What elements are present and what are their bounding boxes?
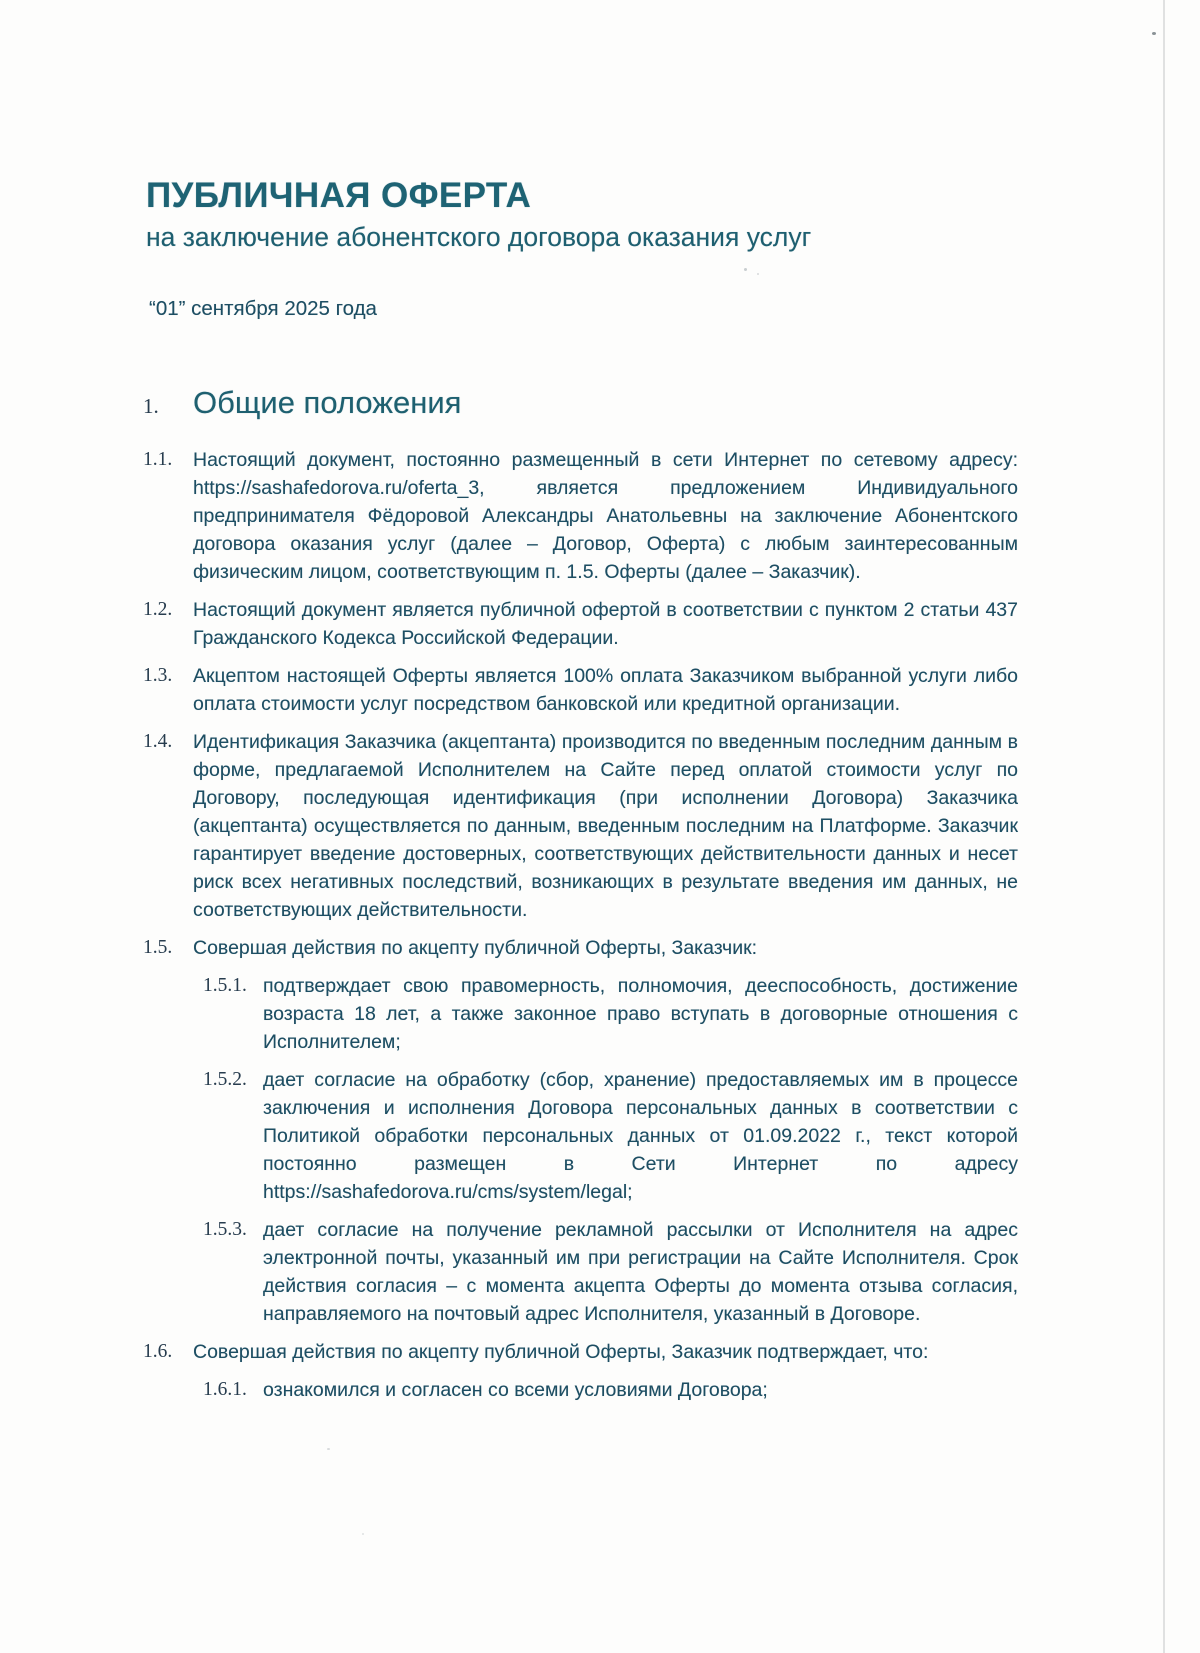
- clause-number: 1.6.: [143, 1341, 173, 1362]
- clause-1-5-3: [203, 1216, 1018, 1328]
- clause-text: дает согласие на получение рекламной рассылки от Исполнителя на адрес электронной почты, указанный им при регистрации на Сайте Исполнителя. Срок действия согласия – с момента акцепта Оферты до момента отзыва согласия, направляемого на почтовый адрес Исполнителя, указанный в Договоре.: [263, 1219, 1018, 1325]
- document-subtitle: на заключение абонентского договора оказания услуг: [146, 222, 812, 252]
- clause-number: 1.1.: [143, 449, 173, 470]
- clause-1-5: [143, 934, 1018, 1328]
- clause-1-4: [143, 728, 1018, 924]
- clause-number: 1.5.3.: [203, 1219, 247, 1240]
- clause-1-6-1: [203, 1376, 1018, 1404]
- clause-text: подтверждает свою правомерность, полномочия, дееспособность, достижение возраста 18 лет, а также законное право вступать в договорные отношения с Исполнителем;: [263, 975, 1018, 1053]
- clause-number: 1.5.1.: [203, 975, 247, 996]
- clause-number: 1.5.2.: [203, 1069, 247, 1090]
- clause-text: Совершая действия по акцепту публичной Оферты, Заказчик:: [193, 937, 758, 959]
- scan-speck: [362, 1533, 364, 1535]
- clause-number: 1.2.: [143, 599, 173, 620]
- scan-speck: [757, 273, 759, 275]
- clause-text: Акцептом настоящей Оферты является 100% оплата Заказчиком выбранной услуги либо оплата стоимости услуг посредством банковской или кредитной организации.: [193, 665, 1018, 715]
- scan-speck: [744, 268, 747, 271]
- clause-text: дает согласие на обработку (сбор, хранение) предоставляемых им в процессе заключения и исполнения Договора персональных данных в соответствии с Политикой обработки персональных данных от 01.09.2022 г., текст которой постоянно размещен в Сети Интернет по адресу https://sashafedorova.ru/cms/system/legal;: [263, 1069, 1018, 1203]
- clause-1-5-2: [203, 1066, 1018, 1206]
- clause-1-5-1: [203, 972, 1018, 1056]
- clause-text: Настоящий документ является публичной офертой в соответствии с пунктом 2 статьи 437 Гражданского Кодекса Российской Федерации.: [193, 599, 1018, 649]
- section-heading: Общие положения: [193, 385, 462, 420]
- clause-number: 1.4.: [143, 731, 173, 752]
- document-date: “01” сентября 2025 года: [149, 297, 377, 320]
- scan-speck: [1152, 32, 1156, 35]
- document-title: ПУБЛИЧНАЯ ОФЕРТА: [146, 176, 532, 215]
- clause-text: Настоящий документ, постоянно размещенный в сети Интернет по сетевому адресу: https://sashafedorova.ru/oferta_3, является предложением Индивидуального предпринимателя Фёдоровой Александры Анатольевны на заключение Абонентского договора оказания услуг (далее – Договор, Оферта) с любым заинтересованным физическим лицом, соответствующим п. 1.5. Оферты (далее – Заказчик).: [193, 449, 1018, 583]
- clause-number: 1.5.: [143, 937, 173, 958]
- clause-number: 1.3.: [143, 665, 173, 686]
- clause-text: ознакомился и согласен со всеми условиями Договора;: [263, 1379, 768, 1401]
- clause-text: Идентификация Заказчика (акцептанта) производится по введенным последним данным в форме, предлагаемой Исполнителем на Сайте перед оплатой стоимости услуг по Договору, последующая идентификация (при исполнении Договора) Заказчика (акцептанта) осуществляется по данным, введенным последним на Платформе. Заказчик гарантирует введение достоверных, соответствующих действительности данных и несет риск всех негативных последствий, возникающих в результате введения им данных, не соответствующих действительности.: [193, 731, 1018, 921]
- section-number: 1.: [143, 394, 159, 418]
- scan-edge-line: [1163, 0, 1165, 1653]
- clause-1-3: [143, 662, 1018, 718]
- clause-1-6: [143, 1338, 1018, 1404]
- clause-list: [0, 446, 1018, 1414]
- section-heading-row: [143, 385, 461, 421]
- clause-number: 1.6.1.: [203, 1379, 247, 1400]
- clause-1-2: [143, 596, 1018, 652]
- scan-speck: [327, 1448, 330, 1450]
- clause-text: Совершая действия по акцепту публичной Оферты, Заказчик подтверждает, что:: [193, 1341, 929, 1363]
- clause-1-1: [143, 446, 1018, 586]
